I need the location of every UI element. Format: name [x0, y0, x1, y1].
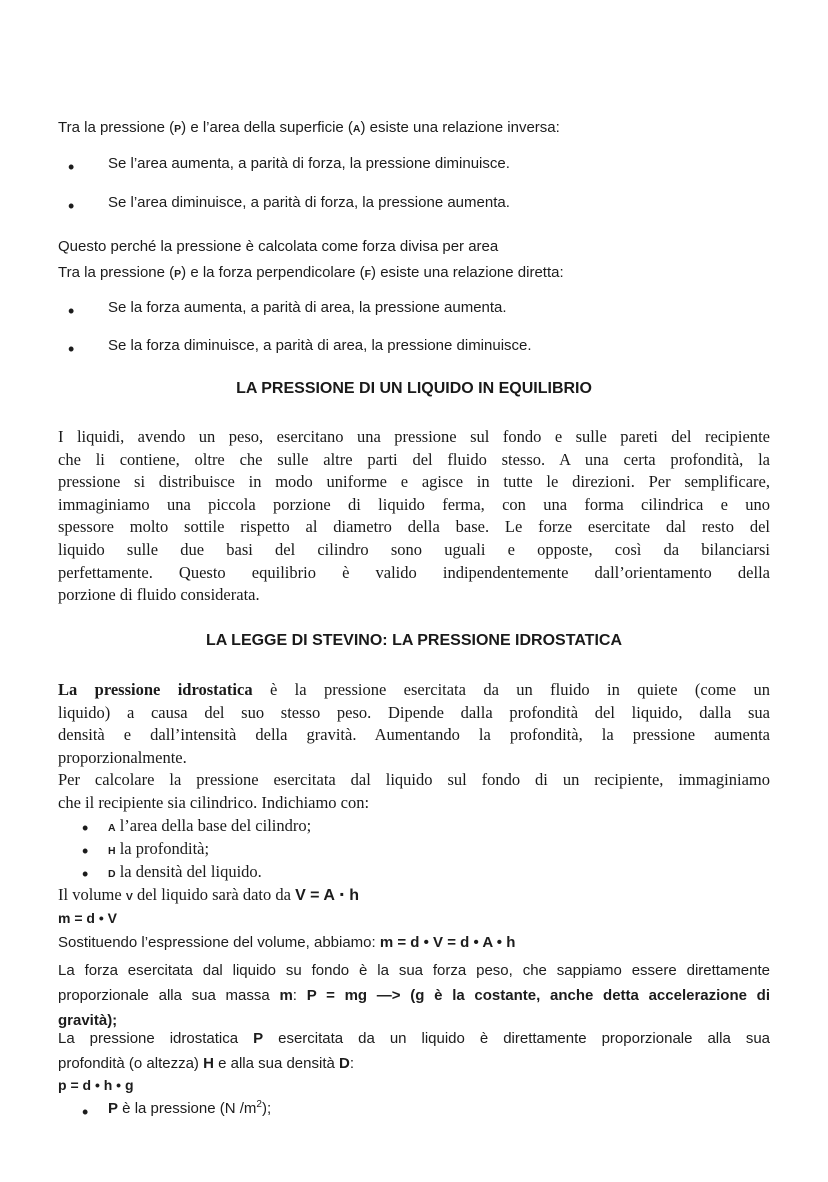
hydrostatic-paragraph: La pressione idrostatica è la pressione esercitata da un fluido in quiete (come un liquido) a causa del suo stesso peso. Dipende dalla profondità del liquido, dalla sua densità e dall’intensità della gravità. Aumentando la profondità, la pressione aumenta proporzionalmente. Per calcolare la pressione esercitata dal liquido sul fondo di un recipiente, immaginiamo che il recipiente sia cilindrico. Indichiamo con: [58, 680, 771, 812]
pressure-paragraph: La pressione idrostatica P esercitata da un liquido è direttamente proporzionale alla sua profondità (o altezza) H e alla sua densità D: [58, 1030, 770, 1072]
mass-formula: m = d • V [58, 910, 117, 926]
bullet-icon: • [68, 196, 75, 216]
section-heading-equilibrium: LA PRESSIONE DI UN LIQUIDO IN EQUILIBRIO [236, 380, 592, 397]
bullet-icon: • [68, 301, 75, 321]
force-paragraph: La forza esercitata dal liquido su fondo è la sua forza peso, che sappiamo essere direttamente proporzionale alla sua massa m: P = mg —> (g è la costante, anche detta accelerazione di gravità); [58, 962, 771, 1029]
list-item: Se la forza aumenta, a parità di area, la pressione aumenta. [108, 299, 507, 316]
list-item: Se la forza diminuisce, a parità di area, la pressione diminuisce. [108, 337, 532, 354]
substitution-line: Sostituendo l’espressione del volume, abbiamo: m = d • V = d • A • h [58, 934, 516, 951]
bullet-icon: • [82, 1102, 89, 1122]
bullet-icon: • [82, 818, 89, 838]
list-item: H la profondità; [108, 839, 210, 858]
bullet-icon: • [82, 841, 89, 861]
volume-line: Il volume V del liquido sarà dato da V = A ⋅ h [58, 885, 360, 904]
equilibrium-paragraph: I liquidi, avendo un peso, esercitano una pressione sul fondo e sulle pareti del recipiente che li contiene, oltre che sulle altre parti del fluido stesso. A una certa profondità, la pressione si distribuisce in modo uniforme e agisce in tutte le direzioni. Per semplificare, immaginiamo una piccola porzione di liquido ferma, con una forma cilindrica e uno spessore molto sottile rispetto al diametro della base. Le forze esercitate dal resto del liquido sulle due basi del cilindro sono uguali e opposte, così da bilanciarsi perfettamente. Questo equilibrio è valido indipendentemente dall’orientamento della porzione di fluido considerata. [58, 427, 770, 605]
list-item: D la densità del liquido. [108, 862, 262, 881]
direct-relation-intro: Tra la pressione (P) e la forza perpendicolare (F) esiste una relazione diretta: [58, 264, 564, 281]
bullet-icon: • [68, 339, 75, 359]
bullet-icon: • [68, 157, 75, 177]
hydrostatic-formula: p = d • h • g [58, 1077, 134, 1093]
bullet-icon: • [82, 864, 89, 884]
section-heading-stevino: LA LEGGE DI STEVINO: LA PRESSIONE IDROSTATICA [205, 632, 623, 649]
list-item: Se l’area aumenta, a parità di forza, la pressione diminuisce. [108, 155, 510, 172]
list-item: Se l’area diminuisce, a parità di forza, la pressione aumenta. [108, 194, 510, 211]
list-item: A l’area della base del cilindro; [108, 816, 312, 835]
reason-text: Questo perché la pressione è calcolata come forza divisa per area [58, 238, 499, 255]
inverse-relation-intro: Tra la pressione (P) e l’area della superficie (A) esiste una relazione inversa: [58, 119, 560, 136]
list-item: P è la pressione (N $/m^2$); [108, 1099, 272, 1117]
